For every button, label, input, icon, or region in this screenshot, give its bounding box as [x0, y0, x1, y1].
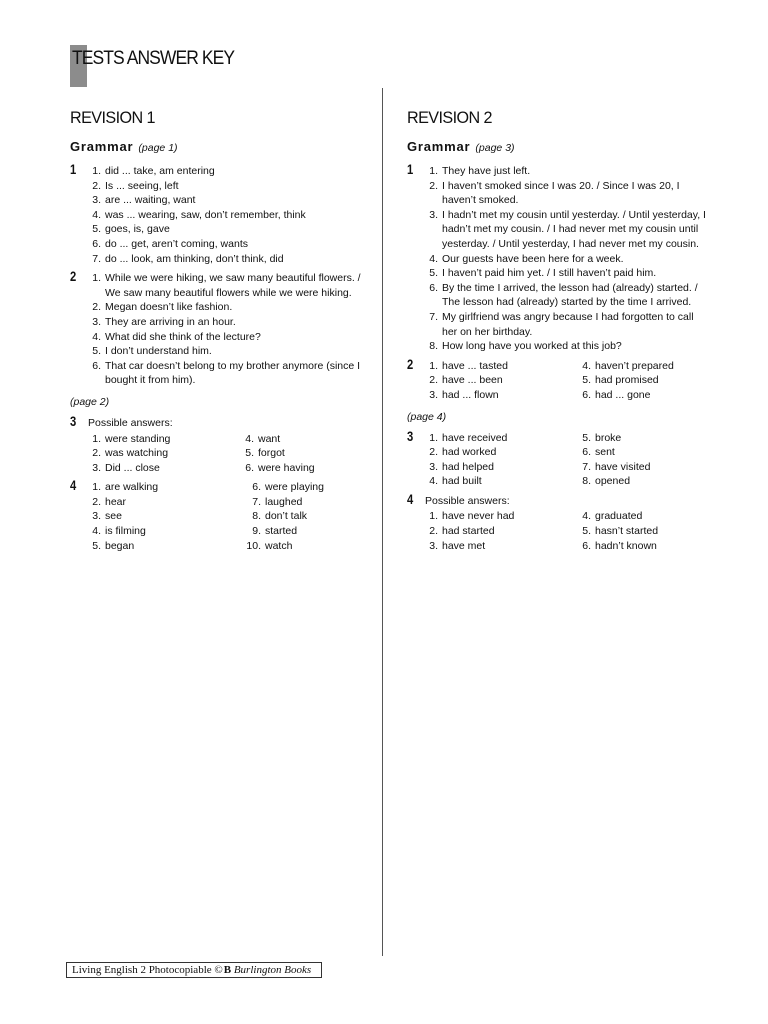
answer-item	[88, 344, 370, 359]
answer-item	[425, 474, 578, 489]
answer-text: How long have you worked at this job?	[442, 340, 622, 353]
answer-number: 5.	[582, 374, 591, 387]
answer-number: 8.	[429, 340, 438, 353]
answer-item	[88, 359, 370, 388]
answer-text: hadn’t known	[595, 539, 657, 552]
answer-text: forgot	[258, 447, 285, 460]
exercise-number: 4	[70, 477, 77, 494]
answer-text: haven’t prepared	[595, 359, 674, 372]
page-reference: (page 4)	[407, 410, 447, 423]
answer-number: 3.	[429, 208, 438, 221]
answer-text: have visited	[595, 460, 651, 473]
column-divider	[382, 88, 383, 956]
answer-list-left	[88, 480, 241, 553]
answer-number: 5.	[582, 525, 591, 538]
answer-list-right	[241, 480, 370, 553]
answer-text: I don’t understand him.	[105, 345, 212, 358]
answer-columns	[88, 432, 370, 476]
answer-text: had worked	[442, 446, 497, 459]
answer-item	[241, 480, 370, 495]
answer-item	[241, 446, 370, 461]
answer-item	[88, 495, 241, 510]
answer-number: 7.	[252, 495, 261, 508]
answer-item	[425, 281, 707, 310]
answer-item	[241, 495, 370, 510]
grammar-label: Grammar	[407, 139, 471, 154]
answer-list-right	[578, 431, 707, 489]
exercise-number: 2	[70, 268, 77, 285]
answer-item	[578, 445, 707, 460]
answer-number: 5.	[92, 539, 101, 552]
answer-item	[425, 388, 578, 403]
answer-item	[578, 539, 707, 554]
answer-number: 3.	[429, 539, 438, 552]
answer-number: 2.	[92, 301, 101, 314]
answer-item	[425, 208, 707, 252]
answer-item	[88, 461, 241, 476]
answer-text: hear	[105, 495, 127, 508]
grammar-heading	[407, 138, 707, 156]
answer-item	[88, 164, 370, 179]
answer-text: were playing	[265, 481, 324, 494]
answer-number: 9.	[252, 525, 261, 538]
revision-2-title: REVISION 2	[407, 108, 492, 127]
answer-list-right	[578, 359, 707, 403]
answer-text: have ... tasted	[442, 359, 508, 372]
exercise-2	[407, 355, 707, 403]
answer-text: is filming	[105, 525, 146, 538]
exercise-number: 1	[407, 161, 414, 177]
answer-text: watch	[265, 539, 293, 552]
answer-item	[578, 474, 707, 489]
answer-item	[88, 193, 370, 208]
exercise-number: 3	[70, 412, 77, 429]
answer-item	[425, 373, 578, 388]
exercise-number: 1	[70, 161, 77, 177]
answer-number: 1.	[429, 359, 438, 372]
answer-list-right	[578, 509, 707, 553]
answer-columns	[88, 480, 370, 553]
answer-text: was ... wearing, saw, don’t remember, think	[105, 208, 306, 221]
answer-number: 1.	[92, 481, 101, 494]
answer-item	[88, 315, 370, 330]
answer-number: 2.	[92, 495, 101, 508]
answer-number: 5.	[92, 223, 101, 236]
answer-text: sent	[595, 446, 615, 459]
answer-item	[241, 509, 370, 524]
answer-item	[425, 431, 578, 446]
answer-number: 1.	[429, 431, 438, 444]
answer-number: 6.	[582, 388, 591, 401]
answer-number: 1.	[92, 432, 101, 445]
answer-item	[425, 164, 707, 179]
answer-text: have met	[442, 539, 486, 552]
answer-list	[425, 164, 707, 354]
answer-number: 6.	[429, 281, 438, 294]
answer-item	[88, 524, 241, 539]
answer-item	[425, 539, 578, 554]
answer-text: They are arriving in an hour.	[105, 315, 236, 328]
answer-number: 5.	[92, 345, 101, 358]
answer-number: 5.	[582, 431, 591, 444]
answer-number: 4.	[92, 330, 101, 343]
answer-text: have never had	[442, 510, 515, 523]
answer-item	[88, 237, 370, 252]
answer-number: 2.	[429, 179, 438, 192]
exercise-3	[70, 412, 370, 475]
answer-list-right	[241, 432, 370, 476]
answer-text: Is ... seeing, left	[105, 179, 179, 192]
answer-number: 2.	[92, 179, 101, 192]
answer-text: were standing	[105, 432, 171, 445]
answer-text: have ... been	[442, 374, 503, 387]
answer-text: had built	[442, 475, 482, 488]
page-reference: (page 2)	[70, 395, 110, 408]
answer-item	[88, 539, 241, 554]
answer-number: 8.	[582, 475, 591, 488]
answer-number: 6.	[92, 359, 101, 372]
answer-item	[88, 330, 370, 345]
answer-text: I haven’t paid him yet. / I still haven’t paid him.	[442, 267, 657, 280]
answer-item	[578, 460, 707, 475]
answer-text: By the time I arrived, the lesson had (already) started. / The lesson had (already) started by the time I arrived.	[442, 281, 698, 309]
page-title: TESTS ANSWER KEY	[72, 48, 235, 69]
answer-text: do ... get, aren’t coming, wants	[105, 237, 248, 250]
answer-item	[578, 524, 707, 539]
answer-columns	[425, 431, 707, 489]
answer-item	[578, 388, 707, 403]
answer-number: 4.	[92, 208, 101, 221]
answer-number: 2.	[92, 447, 101, 460]
answer-item	[425, 179, 707, 208]
answer-item	[425, 509, 578, 524]
answer-number: 4.	[582, 359, 591, 372]
answer-item	[425, 252, 707, 267]
exercise-4	[70, 477, 370, 553]
revision-1-title: REVISION 1	[70, 108, 155, 127]
answer-list-left	[425, 359, 578, 403]
answer-text: do ... look, am thinking, don’t think, did	[105, 252, 284, 265]
answer-item	[88, 480, 241, 495]
answer-number: 3.	[92, 461, 101, 474]
answer-text: opened	[595, 475, 631, 488]
exercise-number: 4	[407, 490, 414, 507]
answer-item	[241, 461, 370, 476]
answer-number: 8.	[252, 510, 261, 523]
answer-text: did ... take, am entering	[105, 165, 215, 177]
answer-text: While we were hiking, we saw many beautiful flowers. / We saw many beautiful flowers while we were hiking.	[105, 272, 361, 299]
answer-item	[241, 539, 370, 554]
answer-text: hasn’t started	[595, 525, 659, 538]
answer-number: 4.	[429, 252, 438, 265]
answer-item	[425, 445, 578, 460]
answer-text: Megan doesn’t like fashion.	[105, 301, 233, 314]
answer-item	[578, 373, 707, 388]
answer-number: 5.	[429, 267, 438, 280]
answer-text: had ... gone	[595, 388, 651, 401]
answer-text: Did ... close	[105, 461, 160, 474]
exercise-2	[70, 268, 370, 388]
answer-item	[425, 524, 578, 539]
answer-list-left	[425, 431, 578, 489]
answer-number: 4.	[245, 432, 254, 445]
answer-number: 1.	[429, 510, 438, 523]
publisher-name: Burlington Books	[233, 964, 312, 976]
answer-text: had promised	[595, 374, 659, 387]
answer-number: 6.	[92, 237, 101, 250]
answer-number: 2.	[429, 374, 438, 387]
answer-text: was watching	[105, 447, 169, 460]
answer-text: want	[258, 432, 281, 445]
page-reference: (page 3)	[475, 142, 515, 154]
answer-text: were having	[258, 461, 315, 474]
grammar-heading	[70, 138, 370, 156]
answer-text: Our guests have been here for a week.	[442, 252, 624, 265]
answer-item	[425, 359, 578, 374]
answer-text: don’t talk	[265, 510, 308, 523]
answer-text: had ... flown	[442, 388, 499, 401]
answer-number: 1.	[92, 272, 101, 285]
answer-item	[88, 271, 370, 300]
answer-list	[88, 271, 370, 388]
answer-number: 4.	[582, 510, 591, 523]
answer-item	[88, 208, 370, 223]
answer-number: 7.	[582, 460, 591, 473]
answer-number: 2.	[429, 446, 438, 459]
answer-number: 3.	[429, 460, 438, 473]
answer-item	[425, 310, 707, 339]
answer-text: graduated	[595, 510, 643, 523]
answer-text: are walking	[105, 481, 159, 494]
answer-item	[88, 446, 241, 461]
exercise-note: Possible answers:	[425, 494, 510, 507]
answer-item	[88, 432, 241, 447]
answer-number: 4.	[92, 525, 101, 538]
answer-item	[88, 509, 241, 524]
answer-text: I hadn’t met my cousin until yesterday. / Until yesterday, I hadn’t met my cousin. / I had never met my cousin until yesterday. / Until yesterday, I had never met my cousin.	[442, 208, 706, 250]
answer-text: have received	[442, 431, 508, 444]
footer-text: Living English 2 Photocopiable ©	[72, 964, 223, 976]
answer-list-left	[88, 432, 241, 476]
answer-text: goes, is, gave	[105, 223, 170, 236]
answer-text: see	[105, 510, 122, 523]
answer-number: 3.	[92, 510, 101, 523]
answer-text: broke	[595, 431, 622, 444]
exercise-number: 3	[407, 427, 414, 444]
answer-item	[88, 300, 370, 315]
revision-2-column	[407, 108, 707, 558]
answer-text: What did she think of the lecture?	[105, 330, 261, 343]
answer-columns	[425, 509, 707, 553]
answer-item	[425, 460, 578, 475]
answer-text: My girlfriend was angry because I had forgotten to call her on her birthday.	[442, 310, 694, 338]
exercise-4	[407, 490, 707, 553]
answer-text: I haven’t smoked since I was 20. / Since I was 20, I haven’t smoked.	[442, 179, 680, 207]
answer-number: 6.	[582, 539, 591, 552]
answer-item	[578, 509, 707, 524]
answer-number: 2.	[429, 525, 438, 538]
answer-item	[88, 222, 370, 237]
answer-item	[241, 524, 370, 539]
answer-number: 3.	[92, 315, 101, 328]
revision-1-column	[70, 108, 370, 558]
answer-number: 1.	[429, 165, 438, 177]
answer-text: That car doesn’t belong to my brother anymore (since I bought it from him).	[105, 359, 361, 387]
answer-number: 6.	[245, 461, 254, 474]
exercise-3	[407, 427, 707, 489]
answer-number: 3.	[92, 194, 101, 207]
answer-list-left	[425, 509, 578, 553]
copyright-footer	[66, 962, 322, 978]
answer-item	[578, 431, 707, 446]
exercise-1	[70, 161, 370, 266]
answer-item	[425, 266, 707, 281]
answer-list	[88, 164, 370, 266]
exercise-1	[407, 161, 707, 354]
answer-text: began	[105, 539, 135, 552]
answer-number: 3.	[429, 388, 438, 401]
answer-item	[425, 339, 707, 354]
answer-number: 7.	[429, 310, 438, 323]
answer-text: laughed	[265, 495, 303, 508]
grammar-label: Grammar	[70, 139, 134, 154]
publisher-logo: B	[223, 964, 232, 976]
answer-number: 5.	[245, 447, 254, 460]
answer-item	[241, 432, 370, 447]
answer-number: 4.	[429, 475, 438, 488]
answer-text: are ... waiting, want	[105, 194, 196, 207]
answer-text: had helped	[442, 460, 494, 473]
answer-number: 1.	[92, 165, 101, 177]
page-reference: (page 1)	[138, 142, 178, 154]
answer-columns	[425, 359, 707, 403]
answer-text: had started	[442, 525, 495, 538]
answer-text: started	[265, 525, 298, 538]
answer-number: 6.	[252, 481, 261, 494]
exercise-note: Possible answers:	[88, 416, 173, 429]
answer-number: 6.	[582, 446, 591, 459]
exercise-number: 2	[407, 355, 414, 372]
answer-number: 10.	[246, 539, 261, 552]
answer-number: 7.	[92, 252, 101, 265]
answer-item	[88, 179, 370, 194]
answer-item	[578, 359, 707, 374]
answer-item	[88, 252, 370, 267]
answer-text: They have just left.	[442, 165, 531, 177]
